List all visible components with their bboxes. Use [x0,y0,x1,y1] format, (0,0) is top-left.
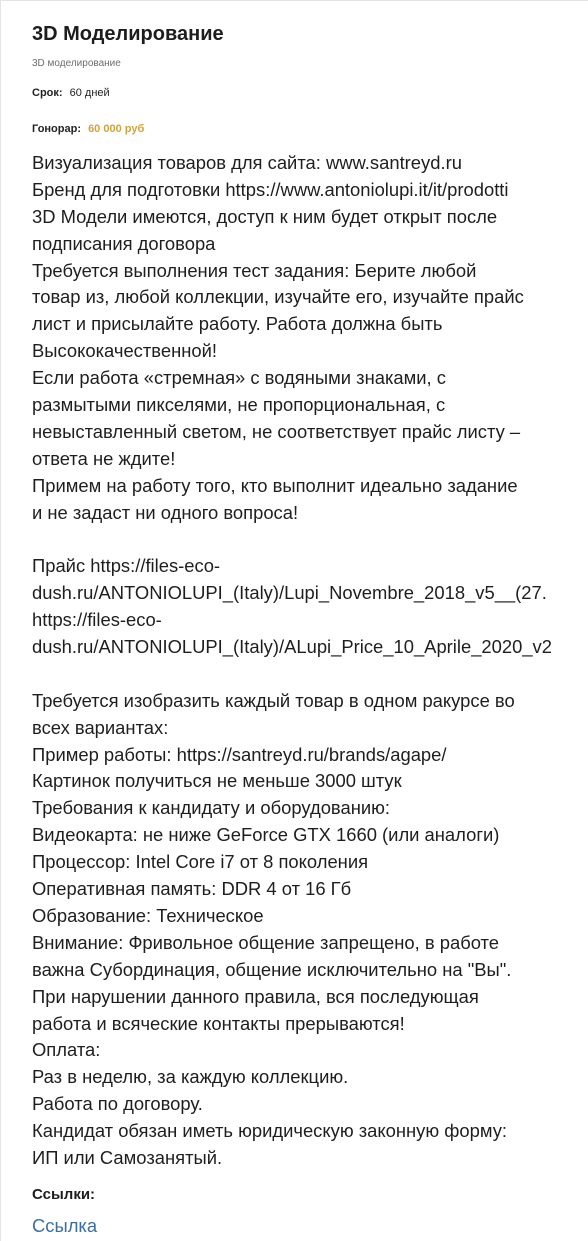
job-category: 3D моделирование [32,58,121,69]
description-line: dush.ru/ANTONIOLUPI_(Italy)/Lupi_Novembre_2018_v5__(27. [32,582,547,604]
description-line: Картинок получиться не меньше 3000 штук [32,770,402,792]
description-line: важна Субординация, общение исключительно на "Вы". [32,958,512,980]
description-line: Оперативная память: DDR 4 от 16 Гб [32,878,352,900]
job-title: 3D Моделирование [32,23,224,45]
description-line: Требуется выполнения тест задания: Берите любой [32,259,477,281]
description-line: Высококачественной! [32,340,218,362]
fee-row [32,123,144,135]
description-line: ответа не ждите! [32,447,176,469]
description-line: невыставленный светом, не соответствует прайс листу – [32,420,521,442]
term-value: 60 дней [69,87,110,99]
description-line: 3D Модели имеются, доступ к ним будет открыт после [32,205,498,227]
fee-value: 60 000 руб [88,123,145,135]
description-line: Раз в неделю, за каждую коллекцию. [32,1066,349,1088]
description-line: Требования к кандидату и оборудованию: [32,797,391,819]
description-line: Визуализация товаров для сайта: www.santreyd.ru [32,152,462,173]
term-row [32,87,110,99]
description-line [32,661,588,688]
description-line [32,526,588,553]
description-line: Примем на работу того, кто выполнит идеально задание [32,474,518,496]
job-description [32,150,588,1172]
description-line: всех вариантах: [32,716,169,738]
term-label: Срок: [32,87,63,99]
description-line: лист и присылайте работу. Работа должна быть [32,313,443,335]
links-heading: Ссылки: [32,1186,96,1203]
description-line: Требуется изобразить каждый товар в одном ракурсе во [32,689,515,711]
description-line: Образование: Техническое [32,904,264,926]
description-line: ИП или Самозанятый. [32,1146,223,1168]
description-line: dush.ru/ANTONIOLUPI_(Italy)/ALupi_Price_10_Aprile_2020_v2 [32,636,552,658]
description-line: подписания договора [32,232,216,254]
description-line: Работа по договору. [32,1093,203,1115]
link-item[interactable]: Ссылка [32,1215,98,1236]
description-line: Пример работы: https://santreyd.ru/brands/agape/ [32,743,447,765]
description-line: товар из, любой коллекции, изучайте его, изучайте прайс [32,286,524,308]
description-line: Кандидат обязан иметь юридическую законную форму: [32,1120,508,1142]
description-line: Процессор: Intel Core i7 от 8 поколения [32,851,369,873]
description-line: работа и всяческие контакты прерываются! [32,1012,405,1034]
description-line: https://files-eco- [32,609,162,631]
description-line: и не задаст ни одного вопроса! [32,501,299,523]
description-line: При нарушении данного правила, вся последующая [32,985,479,1007]
description-line: Внимание: Фривольное общение запрещено, в работе [32,931,499,953]
description-line: Видеокарта: не ниже GeForce GTX 1660 (или аналоги) [32,824,500,846]
description-line: Оплата: [32,1039,101,1061]
description-line: Прайс https://files-eco- [32,555,221,577]
description-line: Если работа «стремная» с водяными знаками, с [32,367,446,389]
description-line: Бренд для подготовки https://www.antoniolupi.it/it/prodotti [32,178,509,200]
description-line: размытыми пикселями, не пропорциональная, с [32,394,446,416]
fee-label: Гонорар: [32,123,81,135]
